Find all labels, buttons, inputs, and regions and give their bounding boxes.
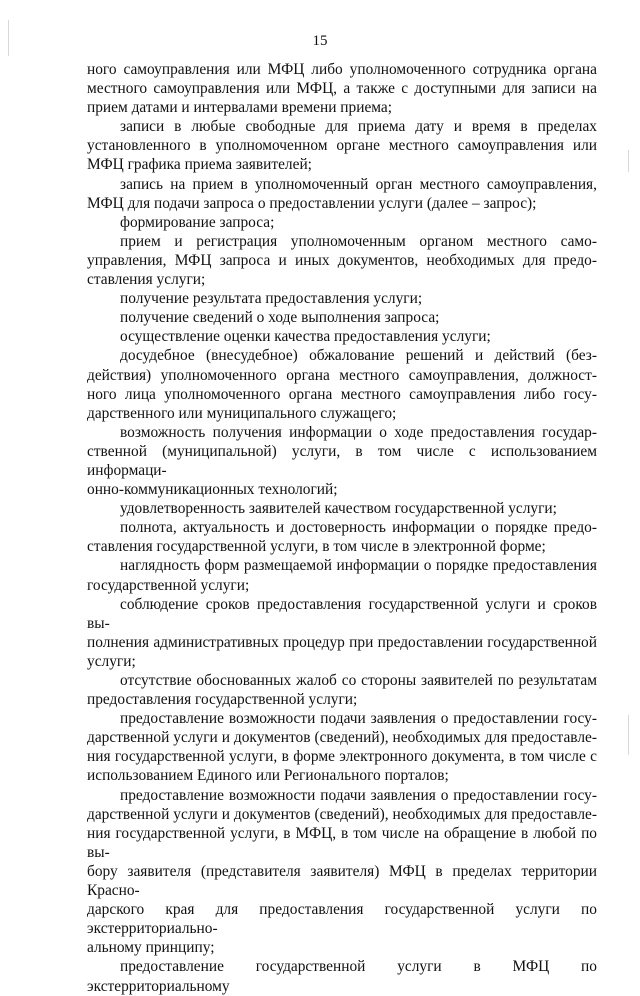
- paragraph: [87, 327, 597, 346]
- text-line: ственной (муниципальной) услуги, в том числе с использованием информаци-: [87, 442, 597, 479]
- text-line: полнения административных процедур при предоставлении государственной: [87, 633, 597, 651]
- text-line: онно-коммуникационных технологий;: [87, 481, 338, 499]
- text-line: МФЦ для подачи запроса о предоставлении услуги (далее – запрос);: [87, 194, 537, 212]
- text-line: альному принципу;: [87, 939, 215, 957]
- text-line: соблюдение сроков предоставления государственной услуги и сроков вы-: [87, 595, 597, 632]
- text-line: установленного в уполномоченном органе местного самоуправления или: [87, 137, 597, 155]
- paragraph: [87, 232, 597, 289]
- text-line: дарственного или муниципального служащего;: [87, 404, 397, 422]
- paragraph: [87, 423, 597, 499]
- text-line: ного лица уполномоченного органа местного самоуправления либо госу-: [87, 385, 597, 403]
- text-line: отсутствие обоснованных жалоб со стороны заявителей по результатам: [120, 672, 597, 689]
- text-line: запись на прием в уполномоченный орган местного самоуправления,: [120, 175, 597, 193]
- text-line: предоставления государственной услуги;: [87, 691, 358, 709]
- text-line: государственной услуги;: [87, 576, 250, 594]
- paragraph: [87, 289, 597, 308]
- text-line: дарственной услуги и документов (сведений), необходимых для предоставле-: [87, 805, 597, 823]
- paragraph: [87, 346, 597, 422]
- text-line: предоставление возможности подачи заявления о предоставлении госу-: [120, 710, 597, 728]
- paragraph: [87, 556, 597, 594]
- text-line: осуществление оценки качества предоставления услуги;: [120, 328, 491, 346]
- text-line: дарственной услуги и документов (сведений), необходимых для предоставле-: [87, 729, 597, 747]
- text-line: использованием Единого или Регионального порталов;: [87, 767, 449, 785]
- paragraph: [87, 595, 597, 671]
- text-line: ного самоуправления или МФЦ либо уполномоченного сотрудника органа: [87, 61, 597, 78]
- text-line: удовлетворенность заявителей качеством государственной услуги;: [120, 500, 557, 518]
- text-line: формирование запроса;: [120, 213, 275, 231]
- text-line: действия) уполномоченного органа местного самоуправления, должност-: [87, 366, 597, 384]
- text-line: управления, МФЦ запроса и иных документов, необходимых для предо-: [87, 251, 597, 269]
- text-line: наглядность форм размещаемой информации о порядке предоставления: [120, 557, 597, 575]
- scan-edge-mark-right-bottom: [628, 715, 629, 755]
- text-line: ния государственной услуги, в форме электронного документа, в том числе с: [87, 748, 597, 766]
- paragraph: [87, 957, 597, 995]
- text-line: ставления услуги;: [87, 271, 206, 289]
- text-line: ставления государственной услуги, в том числе в электронной форме;: [87, 538, 546, 556]
- paragraph: [87, 213, 597, 232]
- text-line: прием и регистрация уполномоченным органом местного само-: [120, 232, 597, 250]
- paragraph: [87, 499, 597, 518]
- document-body: [87, 60, 597, 996]
- paragraph: [87, 117, 597, 174]
- text-line: предоставление государственной услуги в МФЦ по экстерриториальному: [87, 958, 597, 995]
- text-line: предоставление возможности подачи заявления о предоставлении госу-: [120, 786, 597, 804]
- text-line: получение результата предоставления услуги;: [120, 290, 423, 308]
- text-line: местного самоуправления или МФЦ, а также с доступными для записи на: [87, 80, 597, 98]
- paragraph: [87, 308, 597, 327]
- text-line: ния государственной услуги, в МФЦ, в том числе на обращение в любой по вы-: [87, 824, 597, 861]
- text-line: возможность получения информации о ходе предоставления государ-: [120, 423, 597, 441]
- text-line: получение сведений о ходе выполнения запроса;: [120, 309, 440, 327]
- text-line: полнота, актуальность и достоверность информации о порядке предо-: [120, 519, 597, 537]
- paragraph: [87, 671, 597, 709]
- text-line: записи в любые свободные для приема дату и время в пределах: [120, 118, 597, 136]
- text-line: бору заявителя (представителя заявителя) МФЦ в пределах территории Красно-: [87, 862, 597, 900]
- paragraph: [87, 518, 597, 556]
- scan-edge-mark-right-top: [628, 150, 629, 172]
- paragraph: [87, 709, 597, 785]
- text-line: дарского края для предоставления государственной услуги по экстерриториально-: [87, 901, 597, 938]
- paragraph: [87, 175, 597, 213]
- text-line: услуги;: [87, 652, 136, 670]
- text-line: прием датами и интервалами времени приема;: [87, 99, 393, 117]
- paragraph: [87, 786, 597, 958]
- text-line: МФЦ графика приема заявителей;: [87, 156, 312, 174]
- page-number: 15: [312, 33, 328, 49]
- text-line: досудебное (внесудебное) обжалование решений и действий (без-: [120, 347, 597, 365]
- paragraph: [87, 60, 597, 117]
